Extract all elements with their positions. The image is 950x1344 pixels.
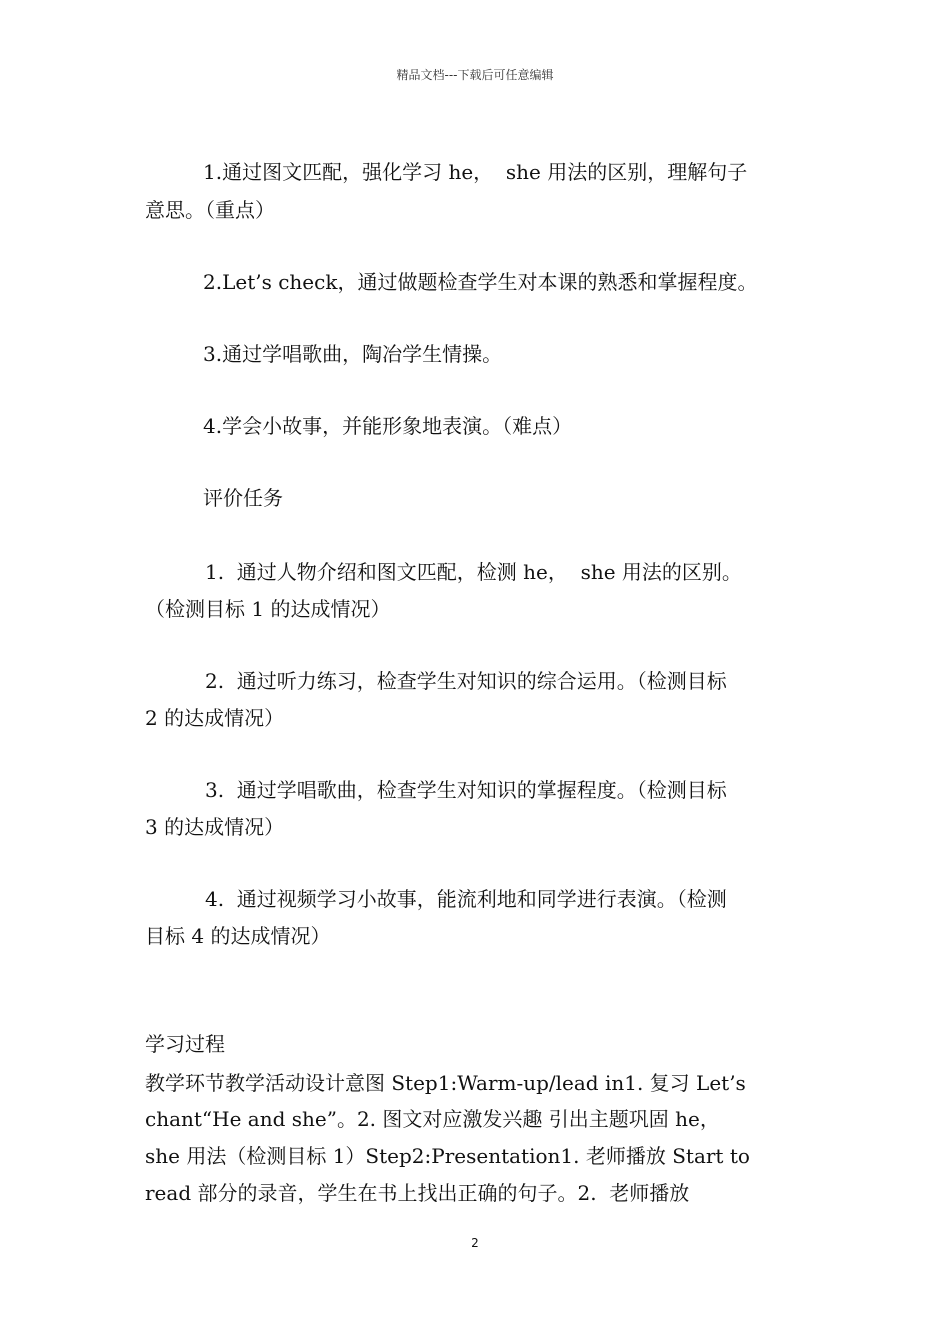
objective-2: 2.Let’s check，通过做题检查学生对本课的熟悉和掌握程度。 xyxy=(203,270,758,294)
evaluation-item-4-line-2: 目标 4 的达成情况） xyxy=(145,924,331,948)
evaluation-item-1-line-2: （检测目标 1 的达成情况） xyxy=(145,597,391,621)
process-title: 学习过程 xyxy=(145,1032,225,1056)
evaluation-item-1-line-1: 1. 通过人物介绍和图文匹配，检测 he， she 用法的区别。 xyxy=(205,560,742,584)
evaluation-item-2-line-1: 2. 通过听力练习，检查学生对知识的综合运用。（检测目标 xyxy=(205,669,727,693)
process-line-4: read 部分的录音，学生在书上找出正确的句子。2. 老师播放 xyxy=(145,1181,690,1205)
evaluation-item-3-line-1: 3. 通过学唱歌曲，检查学生对知识的掌握程度。（检测目标 xyxy=(205,778,727,802)
evaluation-item-3-line-2: 3 的达成情况） xyxy=(145,815,285,839)
objective-3: 3.通过学唱歌曲，陶冶学生情操。 xyxy=(203,342,503,366)
evaluation-item-4-line-1: 4. 通过视频学习小故事，能流利地和同学进行表演。（检测 xyxy=(205,887,727,911)
page-number: 2 xyxy=(471,1236,479,1250)
evaluation-item-2-line-2: 2 的达成情况） xyxy=(145,706,285,730)
evaluation-title: 评价任务 xyxy=(203,486,283,510)
process-line-3: she 用法（检测目标 1）Step2:Presentation1. 老师播放 Start to xyxy=(145,1144,750,1168)
process-line-1: 教学环节教学活动设计意图 Step1:Warm-up/lead in1. 复习 Let’s xyxy=(145,1071,746,1095)
objective-4: 4.学会小故事，并能形象地表演。（难点） xyxy=(203,414,573,438)
objective-1-line-2: 意思。（重点） xyxy=(145,198,275,222)
page-header: 精品文档---下载后可任意编辑 xyxy=(396,68,554,82)
objective-1-line-1: 1.通过图文匹配，强化学习 he， she 用法的区别，理解句子 xyxy=(203,160,748,184)
process-line-2: chant“He and she”。2. 图文对应激发兴趣 引出主题巩固 he， xyxy=(145,1107,720,1131)
